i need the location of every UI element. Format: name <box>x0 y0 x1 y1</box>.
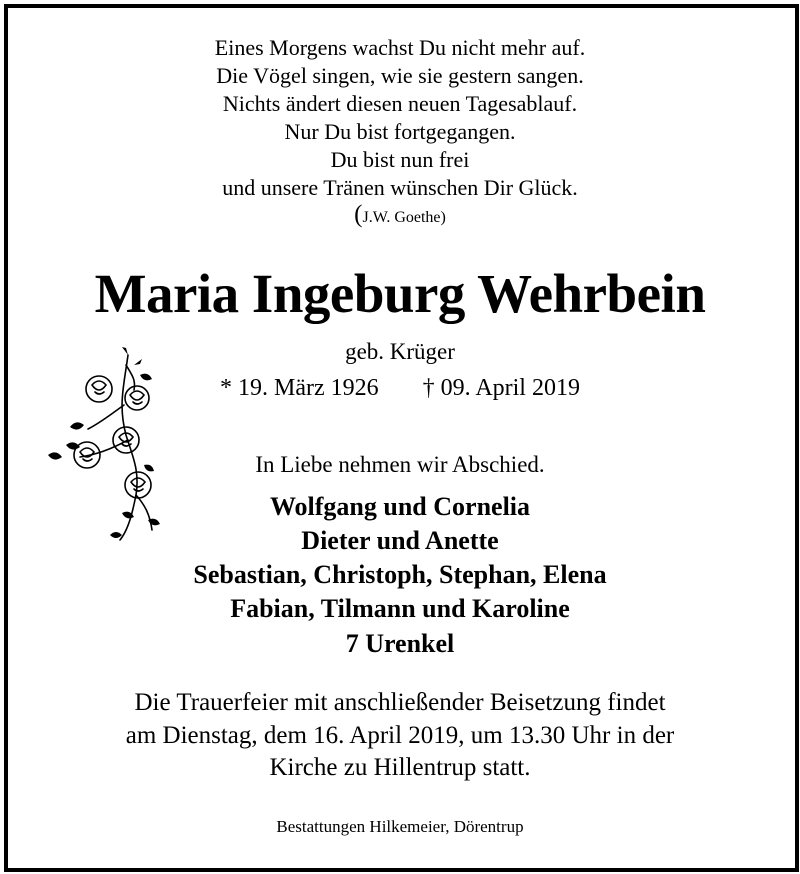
service-line-3: Kirche zu Hillentrup statt. <box>269 754 531 781</box>
service-line-2: am Dienstag, dem 16. April 2019, um 13.30 Uhr in der <box>125 722 675 749</box>
death-date: † 09. April 2019 <box>422 375 580 401</box>
poem-line-1: Eines Morgens wachst Du nicht mehr auf. <box>214 35 586 60</box>
family-line-3: Sebastian, Christoph, Stephan, Elena <box>193 560 607 589</box>
poem-line-2: Die Vögel singen, wie sie gestern sangen. <box>216 63 584 88</box>
poem-attribution <box>0 201 800 229</box>
poem-line-6: und unsere Tränen wünschen Dir Glück. <box>222 175 578 200</box>
birth-date: * 19. März 1926 <box>220 375 379 401</box>
deceased-name: Maria Ingeburg Wehrbein <box>94 263 706 324</box>
poem-line-4: Nur Du bist fortgegangen. <box>284 119 516 144</box>
family-line-1: Wolfgang und Cornelia <box>269 492 531 521</box>
service-line-1: Die Trauerfeier mit anschließender Beisetzung findet <box>134 689 666 716</box>
attribution-text: J.W. Goethe) <box>362 209 446 226</box>
undertaker: Bestattungen Hilkemeier, Dörentrup <box>276 817 524 836</box>
family-line-2: Dieter und Anette <box>301 526 499 555</box>
poem-line-3: Nichts ändert diesen neuen Tagesablauf. <box>222 91 578 116</box>
family-line-5: 7 Urenkel <box>345 629 455 658</box>
farewell-text: In Liebe nehmen wir Abschied. <box>255 452 545 477</box>
attribution-paren: ( <box>354 201 363 228</box>
birth-name: geb. Krüger <box>345 339 455 364</box>
poem-line-5: Du bist nun frei <box>330 147 470 172</box>
family-line-4: Fabian, Tilmann und Karoline <box>230 594 570 623</box>
